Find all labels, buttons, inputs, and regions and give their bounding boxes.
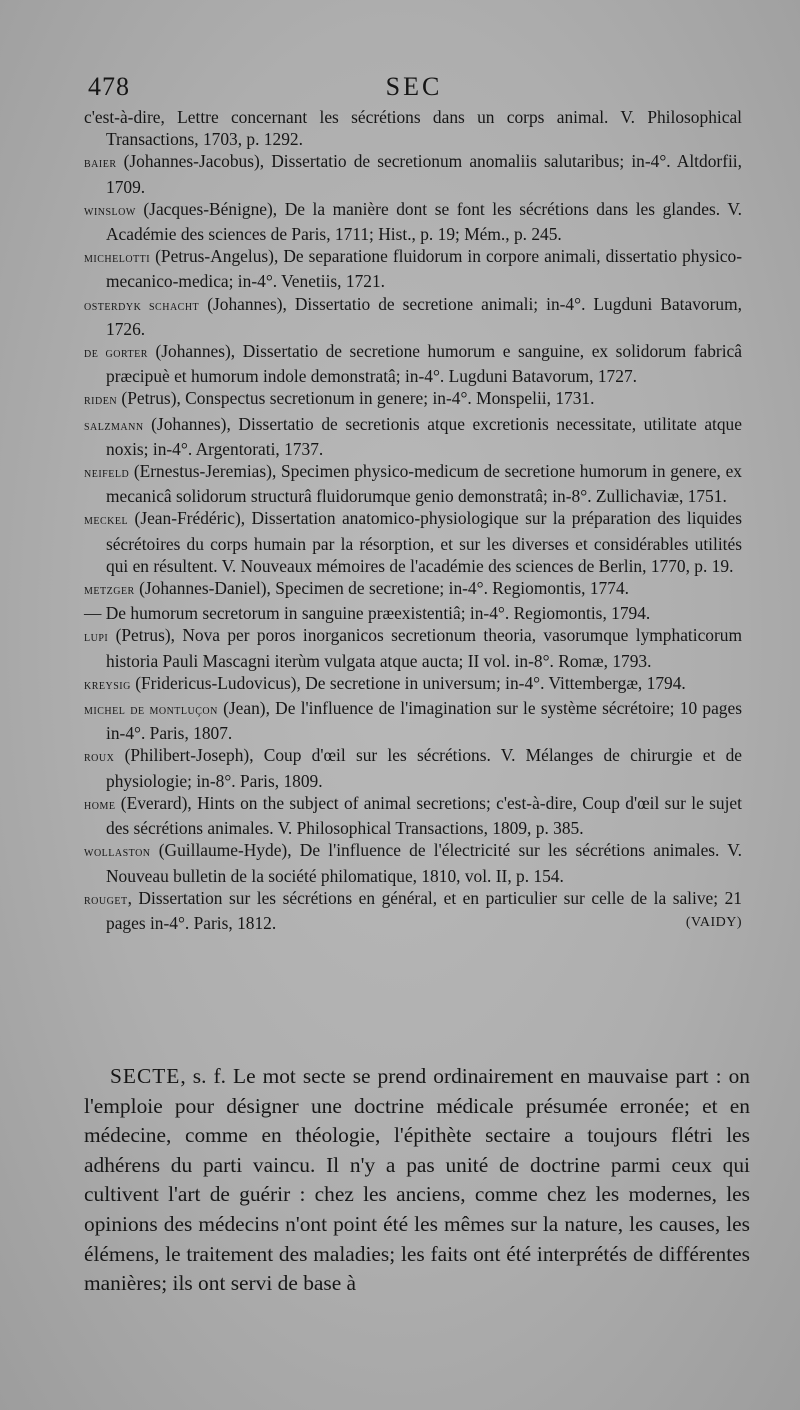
article-paragraph: SECTE, s. f. Le mot secte se prend ordinairement en mauvaise part : on l'emploie pour désigner une doctrine médicale présumée erronée; et en médecine, comme en théologie, l'épithète sectaire a toujours flétri les adhérens du parti vaincu. Il n'y a pas unité de doctrine parmi ceux qui cultivent l'art de guérir : chez les anciens, comme chez les modernes, les opinions des médecins n'ont point été les mêmes sur la nature, les causes, les élémens, le traitement des maladies; les faits ont été interprétés de différentes manières; ils ont servi de base à xyxy=(84,1064,750,1296)
reference-entry: home (Everard), Hints on the subject of animal secretions; c'est-à-dire, Coup d'œil sur le sujet des sécrétions animales. V. Philosophical Transactions, 1809, p. 385. xyxy=(84,792,742,839)
ditto-dash: — xyxy=(84,603,102,624)
reference-entry: winslow (Jacques-Bénigne), De la manière dont se font les sécrétions dans les glandes. V. Académie des sciences de Paris, 1711; Hist., p. 19; Mém., p. 245. xyxy=(84,198,742,245)
author-name: winslow xyxy=(84,203,136,219)
author-name: baier xyxy=(84,156,117,172)
running-title: SEC xyxy=(385,72,443,101)
reference-entry: lupi (Petrus), Nova per poros inorganicos secretionum theoria, vasorumque lymphaticorum historia Pauli Mascagni iterùm vulgata atque aucta; II vol. in-8°. Romæ, 1793. xyxy=(84,625,742,671)
author-name: metzger xyxy=(84,583,135,599)
reference-entry: salzmann (Johannes), Dissertatio de secretionis atque excretionis necessitate, utilitate atque noxis; in-4°. Argentorati, 1737. xyxy=(84,413,742,459)
reference-entry: metzger (Johannes-Daniel), Specimen de secretione; in-4°. Regiomontis, 1774. xyxy=(84,578,629,599)
author-name: lupi xyxy=(84,630,109,646)
page-header xyxy=(88,72,740,106)
headword: SECTE xyxy=(110,1064,181,1088)
author-name: michelotti xyxy=(84,251,151,267)
grammar-label: s. f. xyxy=(192,1064,226,1088)
author-name: meckel xyxy=(84,513,129,529)
author-name: de gorter xyxy=(84,346,148,362)
author-name: wollaston xyxy=(84,845,151,861)
author-name: rouget xyxy=(84,892,128,908)
reference-entry: meckel (Jean-Frédéric), Dissertation anatomico-physiologique sur la préparation des liquides sécrétoires du corps humain par la résorption, et sur les diverses et considérables utilités qui en résultent. V. Nouveaux mémoires de l'académie des sciences de Berlin, 1770, p. 19. xyxy=(84,508,742,576)
reference-entry: wollaston (Guillaume-Hyde), De l'influence de l'électricité sur les sécrétions animales. V. Nouveau bulletin de la société philomatique, 1810, vol. II, p. 154. xyxy=(84,840,742,886)
reference-entry: — De humorum secretorum in sanguine præexistentiâ; in-4°. Regiomontis, 1794. xyxy=(84,603,651,624)
reference-entry: riden (Petrus), Conspectus secretionum in genere; in-4°. Monspelii, 1731. xyxy=(84,388,595,409)
author-name: riden xyxy=(84,393,118,409)
reference-entry: roux (Philibert-Joseph), Coup d'œil sur les sécrétions. V. Mélanges de chirurgie et de physiologie; in-8°. Paris, 1809. xyxy=(84,745,742,791)
article-secte xyxy=(84,1062,750,1299)
author-name: kreysig xyxy=(84,677,131,693)
author-name: osterdyk schacht xyxy=(84,298,200,314)
author-name: salzmann xyxy=(84,418,144,434)
bibliography xyxy=(84,106,742,934)
author-name: michel de montluçon xyxy=(84,703,218,719)
reference-entry: michel de montluçon (Jean), De l'influence de l'imagination sur le système sécrétoire; 10 pages in-4°. Paris, 1807. xyxy=(84,698,742,744)
reference-entry: kreysig (Fridericus-Ludovicus), De secretione in universum; in-4°. Vittembergæ, 1794. xyxy=(84,672,686,693)
author-signature: (VAIDY) xyxy=(685,914,742,930)
reference-entry: neifeld (Ernestus-Jeremias), Specimen physico-medicum de secretione humorum in genere, ex mecanicâ solidorum structurâ fluidorumque genio demonstratâ; in-8°. Zullichaviæ, 1751. xyxy=(84,461,742,507)
page-number: 478 xyxy=(88,72,130,101)
author-name: home xyxy=(84,797,116,813)
author-name: neifeld xyxy=(84,466,130,482)
reference-entry: rouget, Dissertation sur les sécrétions en général, et en particulier sur celle de la salive; 21 pages in-4°. Paris, 1812. (VAIDY) xyxy=(84,887,742,933)
reference-entry: baier (Johannes-Jacobus), Dissertatio de secretionum anomaliis salutaribus; in-4°. Altdorfii, 1709. xyxy=(84,151,742,197)
reference-entry: osterdyk schacht (Johannes), Dissertatio de secretione animali; in-4°. Lugduni Batavorum, 1726. xyxy=(84,293,742,339)
reference-entry: de gorter (Johannes), Dissertatio de secretione humorum e sanguine, ex solidorum fabricâ præcipuè et humorum indole demonstratâ; in-4°. Lugduni Batavorum, 1727. xyxy=(84,341,742,387)
reference-entry: c'est-à-dire, Lettre concernant les sécrétions dans un corps animal. V. Philosophical Transactions, 1703, p. 1292. xyxy=(84,107,742,150)
article-body: Le mot secte se prend ordinairement en mauvaise part : on l'emploie pour désigner une doctrine médicale présumée erronée; et en médecine, comme en théologie, l'épithète sectaire a toujours flétri les adhérens du parti vaincu. Il n'y a pas unité de doctrine parmi ceux qui cultivent l'art de guérir : chez les anciens, comme chez les modernes, les opinions des médecins n'ont point été les mêmes sur la nature, les causes, les élémens, le traitement des maladies; les faits ont été interprétés de différentes manières; ils ont servi de base à xyxy=(84,1064,750,1296)
reference-entry: michelotti (Petrus-Angelus), De separatione fluidorum in corpore animali, dissertatio physico-mecanico-medica; in-4°. Venetiis, 1721. xyxy=(84,246,742,292)
author-name: roux xyxy=(84,750,115,766)
